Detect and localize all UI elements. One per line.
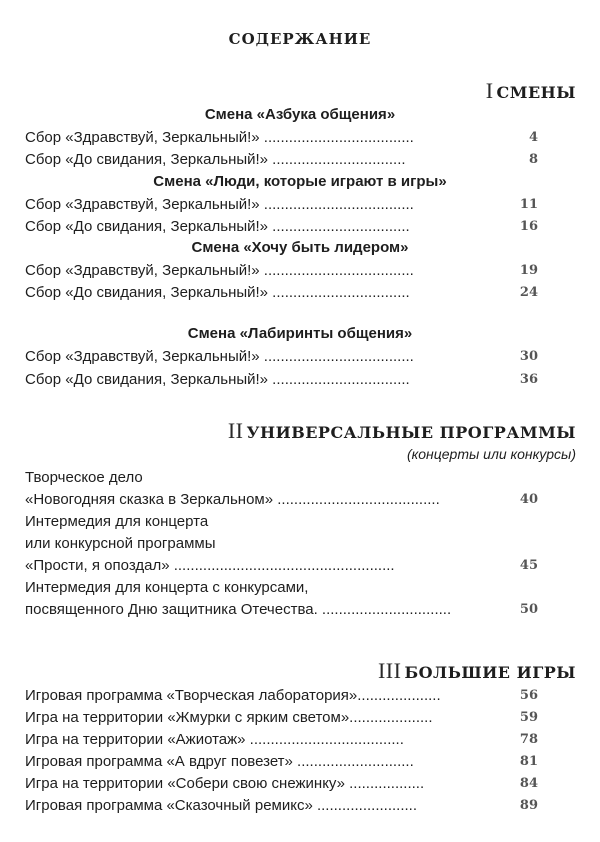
toc-page-number: 8 [528,152,538,167]
section-2-subtitle: (концерты или конкурсы) [406,446,576,462]
shift-title: Смена «Хочу быть лидером» [191,239,409,256]
toc-entry[interactable]: «Прости, я опоздал» ..................................................... [25,557,395,574]
toc-entry[interactable]: Игровая программа «Сказочный ремикс» ........................ [25,797,417,814]
toc-entry[interactable]: Сбор «Здравствуй, Зеркальный!» .................................... [25,129,414,146]
toc-page-number: 45 [519,558,538,573]
toc-page-number: 50 [519,602,538,617]
toc-entry[interactable]: Сбор «До свидания, Зеркальный!» ................................ [25,151,406,168]
section-3-title: БОЛЬШИЕ ИГРЫ [404,663,576,682]
section-2-number: II [227,418,244,443]
toc-text-line: или конкурсной программы [25,535,216,552]
section-1-number: I [485,78,494,103]
section-3-heading [378,658,576,684]
toc-page-number: 24 [519,285,538,300]
toc-page-number: 56 [519,688,538,703]
toc-page-number: 89 [519,798,538,813]
toc-page-number: 78 [519,732,538,747]
section-1-title: СМЕНЫ [496,83,576,102]
toc-entry[interactable]: Сбор «Здравствуй, Зеркальный!» .................................... [25,348,414,365]
toc-entry[interactable]: Игровая программа «Творческая лаборатория».................... [25,687,441,704]
toc-page-number: 11 [519,197,538,212]
toc-entry[interactable]: Игра на территории «Жмурки с ярким светом».................... [25,709,433,726]
section-1-heading [486,78,576,104]
page-title: СОДЕРЖАНИЕ [228,30,372,48]
toc-entry[interactable]: Игра на территории «Собери свою снежинку» .................. [25,775,425,792]
section-2-title: УНИВЕРСАЛЬНЫЕ ПРОГРАММЫ [246,423,576,442]
toc-page-number: 4 [528,130,538,145]
toc-entry[interactable]: Сбор «До свидания, Зеркальный!» ................................. [25,371,410,388]
toc-page-number: 30 [519,349,538,364]
toc-entry[interactable]: Сбор «До свидания, Зеркальный!» ................................. [25,284,410,301]
toc-text-line: Творческое дело [25,469,143,486]
toc-entry[interactable]: Сбор «До свидания, Зеркальный!» ................................. [25,218,410,235]
toc-page-number: 84 [519,776,538,791]
section-3-number: III [377,658,402,683]
section-2-heading [228,418,576,444]
toc-page-number: 36 [519,372,538,387]
toc-page-number: 81 [519,754,538,769]
toc-page-number: 16 [519,219,538,234]
toc-entry[interactable]: Сбор «Здравствуй, Зеркальный!» .................................... [25,262,414,279]
toc-entry[interactable]: Игровая программа «А вдруг повезет» ............................ [25,753,414,770]
toc-entry[interactable]: Игра на территории «Ажиотаж» ..................................... [25,731,404,748]
shift-title: Смена «Люди, которые играют в игры» [153,173,447,190]
toc-page-number: 40 [519,492,538,507]
toc-entry[interactable]: Сбор «Здравствуй, Зеркальный!» .................................... [25,196,414,213]
toc-page-number: 59 [519,710,538,725]
shift-title: Смена «Азбука общения» [204,106,396,123]
toc-entry[interactable]: «Новогодняя сказка в Зеркальном» ....................................... [25,491,440,508]
toc-entry[interactable]: посвященного Дню защитника Отечества. ............................... [25,601,452,618]
toc-text-line: Интермедия для концерта [25,513,209,530]
toc-page-number: 19 [519,263,538,278]
shift-title: Смена «Лабиринты общения» [187,325,413,342]
toc-text-line: Интермедия для концерта с конкурсами, [25,579,309,596]
